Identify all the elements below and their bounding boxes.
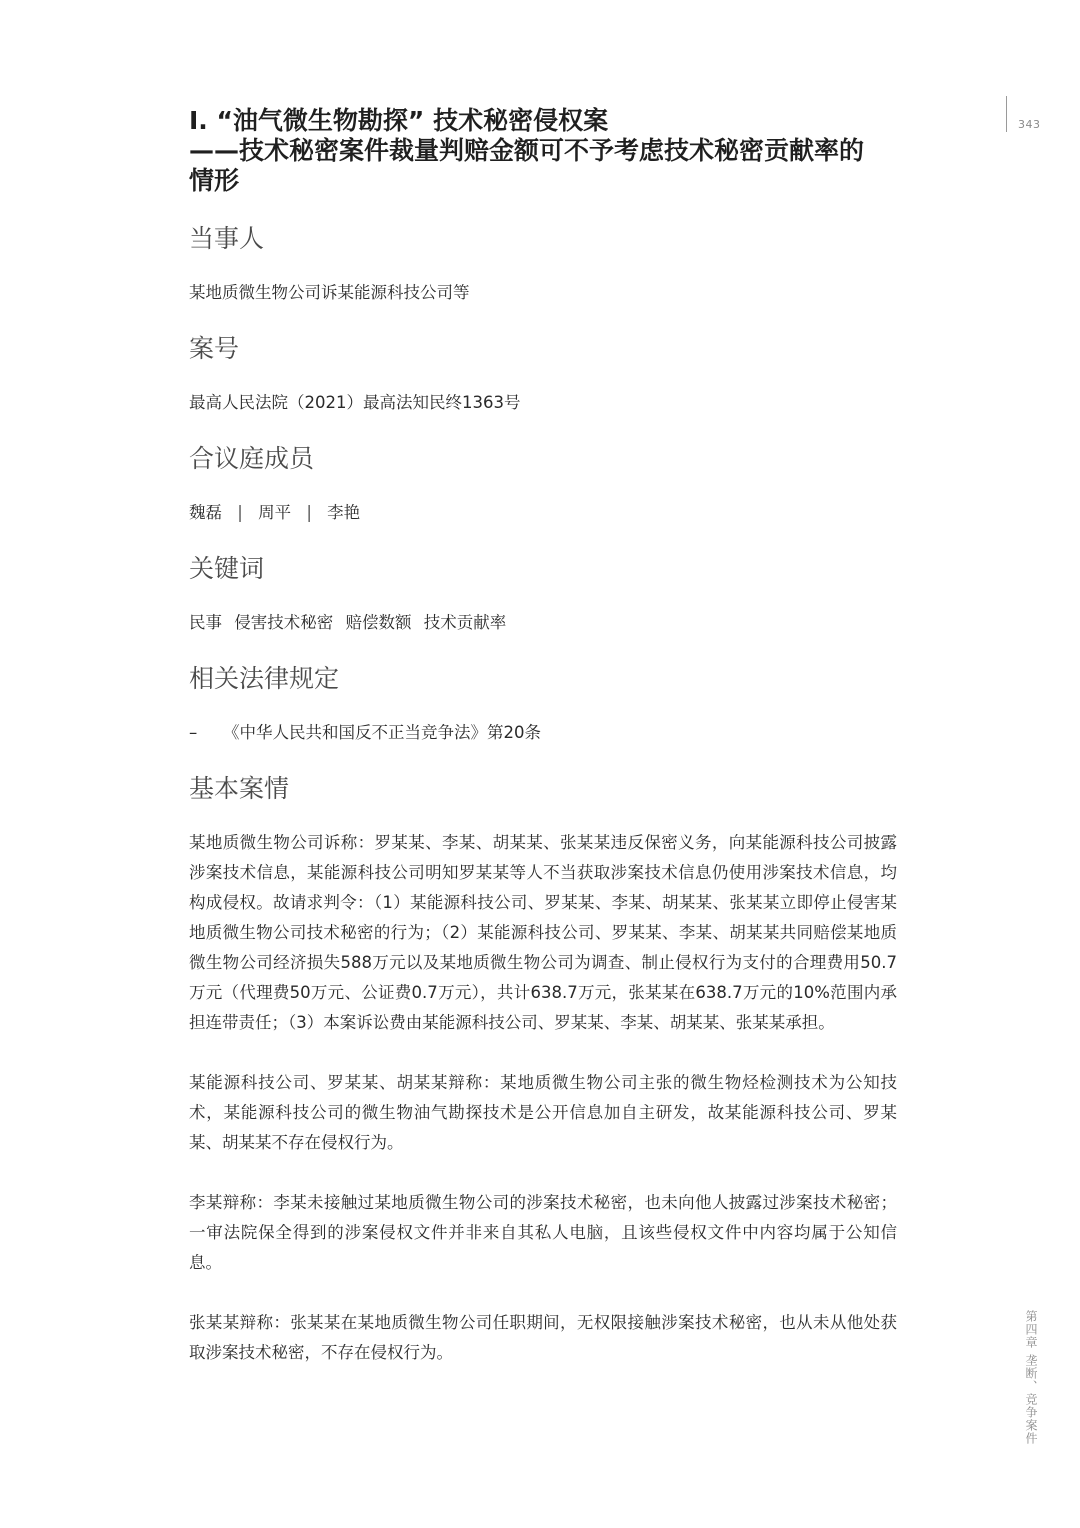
facts-body (189, 828, 897, 1368)
panel-members (189, 498, 897, 528)
law-bullet: – (189, 723, 198, 742)
parties-heading: 当事人 (189, 224, 265, 253)
law-item (189, 718, 897, 748)
case-number-heading: 案号 (189, 334, 240, 363)
page-number: 343 (1018, 118, 1041, 131)
facts-heading: 基本案情 (189, 774, 290, 803)
keyword: 赔偿数额 (345, 613, 412, 632)
document-body (189, 106, 897, 1368)
page-number-divider (1006, 96, 1007, 132)
case-title-line-3: 情形 (189, 166, 240, 195)
facts-paragraph-defense-1: 某能源科技公司、罗某某、胡某某辩称：某地质微生物公司主张的微生物烃检测技术为公知技术，某能源科技公司的微生物油气勘探技术是公开信息加自主研发，故某能源科技公司、罗某某、胡某某不存在侵权行为。 (189, 1073, 897, 1152)
facts-paragraph-defense-3: 张某某辩称：张某某在某地质微生物公司任职期间，无权限接触涉案技术秘密，也从未从他处获取涉案技术秘密，不存在侵权行为。 (189, 1313, 897, 1362)
keyword: 民事 (189, 613, 222, 632)
member-separator: | (306, 503, 312, 522)
panel-member: 魏磊 (189, 503, 222, 522)
panel-heading: 合议庭成员 (189, 444, 315, 473)
facts-paragraph-plaintiff: 某地质微生物公司诉称：罗某某、李某、胡某某、张某某违反保密义务，向某能源科技公司披露涉案技术信息，某能源科技公司明知罗某某等人不当获取涉案技术信息仍使用涉案技术信息，均构成侵权。故请求判令：（1）某能源科技公司、罗某某、李某、胡某某、张某某立即停止侵害某地质微生物公司技术秘密的行为；（2）某能源科技公司、罗某某、李某、胡某某共同赔偿某地质微生物公司经济损失588万元以及某地质微生物公司为调查、制止侵权行为支付的合理费用50.7万元（代理费50万元、公证费0.7万元），共计638.7万元，张某某在638.7万元的10%范围内承担连带责任；（3）本案诉讼费由某能源科技公司、罗某某、李某、胡某某、张某某承担。 (189, 833, 897, 1032)
laws-heading: 相关法律规定 (189, 664, 340, 693)
member-separator: | (237, 503, 243, 522)
keywords-heading: 关键词 (189, 554, 265, 583)
case-title-line-2: ——技术秘密案件裁量判赔金额可不予考虑技术秘密贡献率的 (189, 136, 865, 165)
law-text: 《中华人民共和国反不正当竞争法》第20条 (223, 723, 541, 742)
case-title (189, 106, 897, 196)
facts-paragraph-defense-2: 李某辩称：李某未接触过某地质微生物公司的涉案技术秘密，也未向他人披露过涉案技术秘密；一审法院保全得到的涉案侵权文件并非来自其私人电脑，且该些侵权文件中内容均属于公知信息。 (189, 1193, 897, 1272)
keywords-list (189, 608, 897, 638)
keyword: 侵害技术秘密 (234, 613, 334, 632)
chapter-side-label: 第四章 垄断、竞争案件 (1024, 1310, 1038, 1445)
panel-member: 周平 (258, 503, 292, 522)
keyword: 技术贡献率 (423, 613, 507, 632)
case-number-text: 最高人民法院（2021）最高法知民终1363号 (189, 393, 521, 412)
case-title-line-1: I. “油气微生物勘探” 技术秘密侵权案 (189, 106, 609, 135)
panel-member: 李艳 (327, 503, 361, 522)
parties-text: 某地质微生物公司诉某能源科技公司等 (189, 283, 470, 302)
